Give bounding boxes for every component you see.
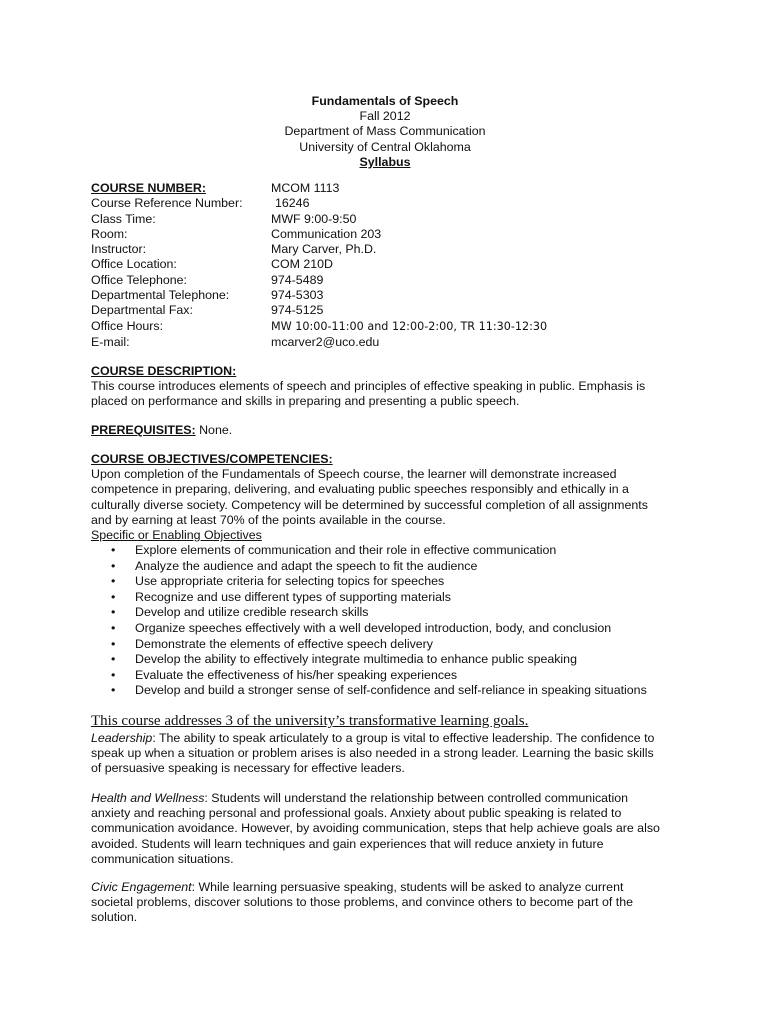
paragraph-line: Health and Wellness: Students will understand the relationship between controlled communication: [91, 791, 629, 805]
info-label: Office Location:: [91, 257, 177, 272]
info-label: E-mail:: [91, 335, 130, 350]
goal-term: Leadership: [91, 731, 153, 745]
info-value: MWF 9:00-9:50: [271, 211, 357, 226]
paragraph-line: Upon completion of the Fundamentals of Speech course, the learner will demonstrate increased: [91, 467, 617, 482]
paragraph-line: societal problems, discover solutions to those problems, and convince others to become part of the: [91, 895, 634, 910]
info-label: Departmental Telephone:: [91, 288, 230, 303]
document-header: [0, 94, 770, 170]
paragraph-line: anxiety and reaching personal and professional goals. Anxiety about public speaking is related to: [91, 806, 622, 821]
leadership-section: [91, 731, 691, 777]
paragraph-line: This course introduces elements of speech and principles of effective speaking in public. Emphasis is: [91, 379, 646, 394]
email-value: mcarver2@uco.edu: [271, 335, 380, 350]
term: Fall 2012: [359, 109, 411, 124]
prerequisites-section: [91, 423, 691, 438]
bullet-icon: •: [111, 543, 116, 557]
info-value: MW 10:00-11:00 and 12:00-2:00, TR 11:30-12:30: [271, 319, 548, 333]
info-label: Class Time:: [91, 211, 156, 226]
department: Department of Mass Communication: [284, 124, 486, 139]
bullet-icon: •: [111, 652, 116, 667]
section-heading: COURSE OBJECTIVES/COMPETENCIES:: [91, 452, 333, 466]
section-heading: PREREQUISITES:: [91, 423, 196, 437]
section-heading: COURSE DESCRIPTION:: [91, 364, 237, 378]
paragraph-line: speak up when a situation or problem arises is also needed in a strong leader. Learning the basic skills: [91, 746, 654, 761]
info-label: COURSE NUMBER:: [91, 181, 206, 195]
info-value: 974-5125: [271, 303, 324, 318]
bullet-icon: •: [111, 605, 116, 620]
prerequisites-value: None.: [199, 423, 233, 437]
info-label: Departmental Fax:: [91, 303, 193, 318]
info-value: MCOM 1113: [271, 181, 340, 195]
info-value: Communication 203: [271, 226, 382, 241]
info-value: 16246: [275, 196, 310, 211]
document-type: Syllabus: [359, 154, 411, 169]
info-label: Office Telephone:: [91, 272, 187, 287]
course-description-section: [91, 364, 691, 410]
civic-engagement-section: [91, 880, 691, 926]
syllabus-page: Fundamentals of Speech Fall 2012 Department of Mass Communication University of Central Oklahoma Syllabus COURSE NUMBER: MCOM 1113 Course Reference Number: 16246 Class Time: MWF 9:00-9:50 Room: Communication 203 Instructor: Mary Carver, Ph.D. Office Location: COM 210D Office Telephone: 974-5489 Departmental Telephone: 974-5303 Departmental Fax: 974-5125 Office Hours: MW 10:00-11:00 and 12:00-2:00, TR 11:30-12:30 E-mail: mcarver2@uco.edu COURSE DESCRIPTION: This course introduces elements of speech and principles of effective speaking in public. Emphasis is placed on performance and skills in preparing and presenting a public speech. PREREQUISITES: None. COURSE OBJECTIVES/COMPETENCIES: Upon completion of the Fundamentals of Speech course, the learner will demonstrate increased competence in preparing, delivering, and evaluating public speeches responsibly and ethically in a culturally diverse society. Competency will be determined by successful completion of all assignments and by earning at least 70% of the points available in the course. Specific or Enabling Objectives • Explore elements of communication and their role in effective communication • Analyze the audience and adapt the speech to fit the audience • Use appropriate criteria for selecting topics for speeches • Recognize and use different types of supporting materials • Develop and utilize credible research skills • Organize speeches effectively with a well developed introduction, body, and conclusion • Demonstrate the elements of effective speech delivery • Develop the ability to effectively integrate multimedia to enhance public speaking • Evaluate the effectiveness of his/her speaking experiences • Develop and build a stronger sense of self-confidence and self-reliance in speaking situations This course addresses 3 of the university’s transformative learning goals. Leadership: The ability to speak articulately to a group is vital to effective leadership. The confidence to speak up when a situation or problem arises is also needed in a strong leader. Learning the basic skills of persuasive speaking is necessary for effective leaders. Health and Wellness: Students will understand the relationship between controlled communication anxiety and reaching personal and professional goals. Anxiety about public speaking is related to communication avoidance. However, by avoiding communication, steps that help achieve goals are also avoided. Students will learn techniques and gain experiences that will reduce anxiety in future communication situations. Civic Engagement: While learning persuasive speaking, students will be asked to analyze current societal problems, discover solutions to those problems, and convince others to become part of the solution.: [0, 0, 770, 1024]
info-label: Room:: [91, 226, 128, 241]
info-value: 974-5303: [271, 288, 324, 303]
info-label: Instructor:: [91, 242, 147, 257]
goal-term: Civic Engagement: [91, 880, 192, 894]
objectives-section: [91, 452, 691, 543]
bullet-icon: •: [111, 683, 116, 698]
bullet-icon: •: [111, 558, 116, 573]
paragraph-line: placed on performance and skills in preparing and presenting a public speech.: [91, 394, 520, 409]
paragraph-line: solution.: [91, 910, 138, 925]
bullet-icon: •: [111, 589, 116, 604]
bullet-icon: •: [111, 620, 116, 635]
info-value: COM 210D: [271, 257, 333, 272]
bullet-icon: •: [111, 574, 116, 589]
bullet-icon: •: [111, 667, 116, 682]
bullet-icon: •: [111, 636, 116, 651]
info-label: Office Hours:: [91, 318, 164, 333]
paragraph-line: culturally diverse society. Competency will be determined by successful completion of all assignments: [91, 497, 648, 512]
paragraph-line: communication situations.: [91, 851, 234, 866]
university: University of Central Oklahoma: [299, 139, 471, 154]
goal-term: Health and Wellness: [91, 791, 205, 805]
info-label: Course Reference Number:: [91, 196, 243, 211]
paragraph-line: avoided. Students will learn techniques and gain experiences that will reduce anxiety in future: [91, 836, 604, 851]
health-wellness-section: [91, 791, 691, 867]
paragraph-line: and by earning at least 70% of the points available in the course.: [91, 512, 446, 527]
info-value: 974-5489: [271, 272, 324, 287]
subheading: Specific or Enabling Objectives: [91, 528, 262, 543]
paragraph-line: of persuasive speaking is necessary for effective leaders.: [91, 761, 405, 776]
paragraph-line: Leadership: The ability to speak articulately to a group is vital to effective leadership. The confidence to: [91, 731, 655, 745]
course-title: Fundamentals of Speech: [311, 94, 459, 108]
learning-goals-heading: This course addresses 3 of the university’s transformative learning goals.: [91, 713, 529, 729]
info-value: Mary Carver, Ph.D.: [271, 242, 377, 257]
paragraph-line: communication avoidance. However, by avoiding communication, steps that help achieve goals are also: [91, 821, 660, 836]
paragraph-line: Civic Engagement: While learning persuasive speaking, students will be asked to analyze current: [91, 880, 624, 894]
paragraph-line: competence in preparing, delivering, and evaluating public speeches responsibly and ethically in a: [91, 482, 629, 497]
